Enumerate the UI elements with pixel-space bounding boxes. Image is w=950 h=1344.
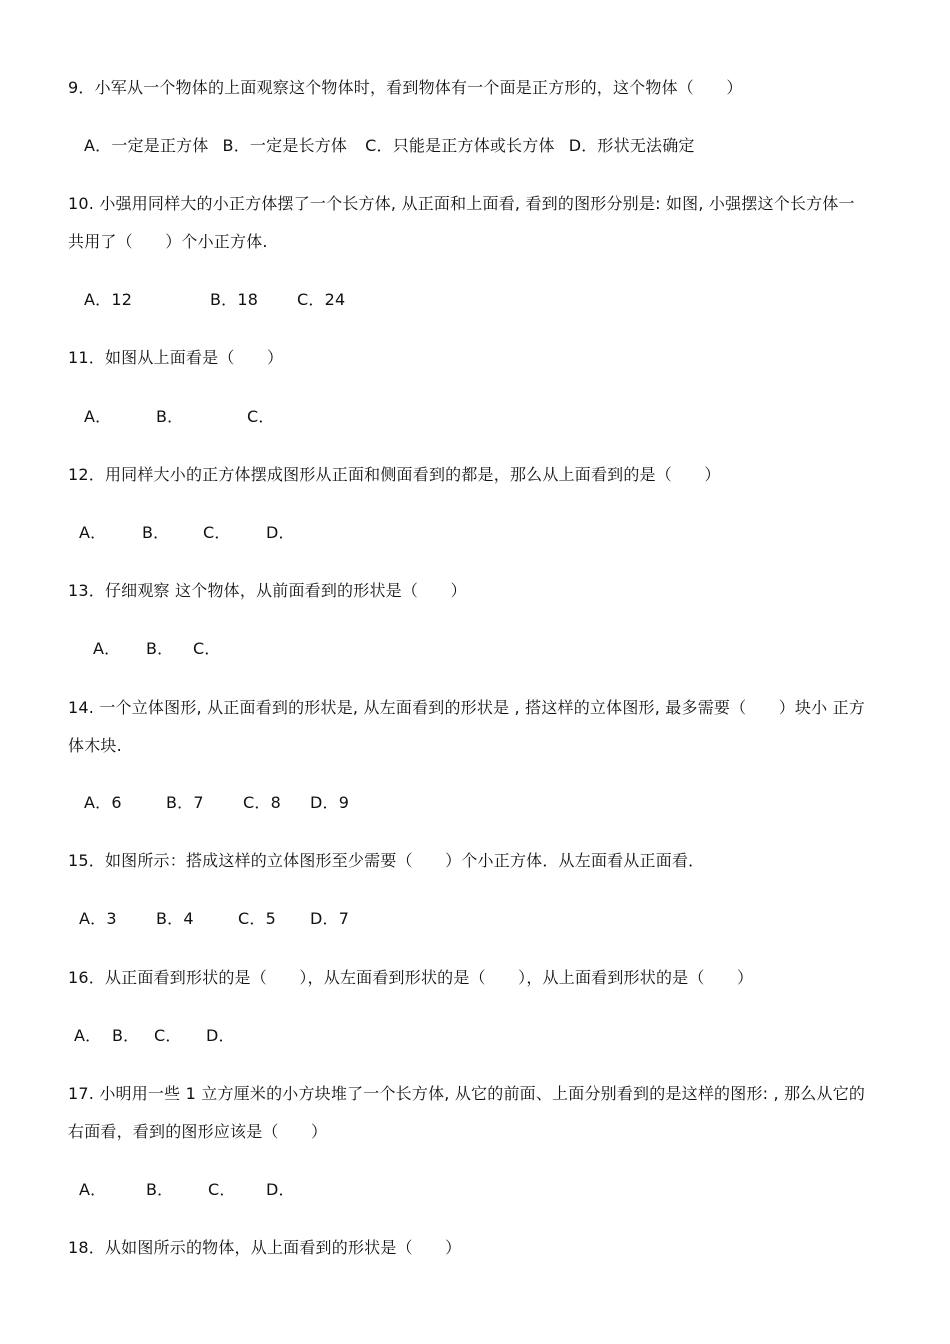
question-15-option-a[interactable]: A．3: [79, 909, 117, 928]
question-15-text: 15．如图所示：搭成这样的立体图形至少需要（ ）个小正方体．从左面看从正面看．: [68, 851, 705, 870]
question-13-text: 13．仔细观察 这个物体，从前面看到的形状是（ ）: [68, 581, 467, 600]
question-11-text: 11．如图从上面看是（ ）: [68, 348, 284, 367]
question-14-text-cont: 体木块.: [68, 736, 122, 755]
question-18-text: 18．从如图所示的物体，从上面看到的形状是（ ）: [68, 1238, 462, 1257]
question-13-option-c[interactable]: C．: [193, 639, 221, 658]
question-17-text: 17. 小明用一些 1 立方厘米的小方块堆了一个长方体, 从它的前面、上面分别看到的是这样的图形: , 那么从它的: [68, 1084, 866, 1103]
question-10-text: 10. 小强用同样大的小正方体摆了一个长方体, 从正面和上面看, 看到的图形分别是: 如图, 小强摆这个长方体一: [68, 194, 855, 213]
question-12-option-a[interactable]: A．: [79, 523, 107, 542]
question-9-options: [84, 136, 695, 156]
question-9-text: 9．小军从一个物体的上面观察这个物体时，看到物体有一个面是正方形的，这个物体（ ）: [68, 78, 743, 97]
question-17-option-c[interactable]: C．: [208, 1180, 236, 1199]
question-17-option-d[interactable]: D．: [266, 1180, 295, 1199]
question-17-option-a[interactable]: A．: [79, 1180, 107, 1199]
question-13-option-a[interactable]: A．: [93, 639, 121, 658]
question-10-option-a[interactable]: A．12: [84, 290, 133, 309]
option-b[interactable]: B．一定是长方体: [222, 136, 348, 155]
question-14-text: 14. 一个立体图形, 从正面看到的形状是, 从左面看到的形状是 , 搭这样的立体图形, 最多需要（ ）块小 正方: [68, 698, 865, 717]
question-16-option-b[interactable]: B．: [112, 1026, 140, 1045]
question-12-option-c[interactable]: C．: [203, 523, 231, 542]
question-15-option-c[interactable]: C．5: [238, 909, 276, 928]
question-17-text-cont: 右面看，看到的图形应该是（ ）: [68, 1122, 328, 1141]
question-14-option-d[interactable]: D．9: [310, 793, 350, 812]
question-11-option-b[interactable]: B．: [156, 407, 184, 426]
question-12-option-b[interactable]: B．: [142, 523, 170, 542]
question-15-option-b[interactable]: B．4: [156, 909, 194, 928]
question-10-text-cont: 共用了（ ）个小正方体.: [68, 232, 268, 251]
question-16-option-a[interactable]: A．: [74, 1026, 102, 1045]
question-14-option-b[interactable]: B．7: [166, 793, 204, 812]
question-12-option-d[interactable]: D．: [266, 523, 295, 542]
question-16-option-d[interactable]: D．: [206, 1026, 235, 1045]
option-a[interactable]: A．一定是正方体: [84, 136, 209, 155]
option-c[interactable]: C．只能是正方体或长方体: [365, 136, 555, 155]
question-17-option-b[interactable]: B．: [146, 1180, 174, 1199]
question-13-option-b[interactable]: B．: [146, 639, 174, 658]
question-15-option-d[interactable]: D．7: [310, 909, 350, 928]
option-d[interactable]: D．形状无法确定: [568, 136, 695, 155]
question-16-option-c[interactable]: C．: [154, 1026, 182, 1045]
question-14-option-a[interactable]: A．6: [84, 793, 122, 812]
question-14-option-c[interactable]: C．8: [243, 793, 281, 812]
question-11-option-c[interactable]: C．: [247, 407, 275, 426]
question-16-text: 16．从正面看到形状的是（ ），从左面看到形状的是（ ），从上面看到形状的是（ ）: [68, 968, 754, 987]
question-12-text: 12．用同样大小的正方体摆成图形从正面和侧面看到的都是，那么从上面看到的是（ ）: [68, 465, 721, 484]
question-11-option-a[interactable]: A．: [84, 407, 112, 426]
question-10-option-c[interactable]: C．24: [297, 290, 346, 309]
question-10-option-b[interactable]: B．18: [210, 290, 259, 309]
